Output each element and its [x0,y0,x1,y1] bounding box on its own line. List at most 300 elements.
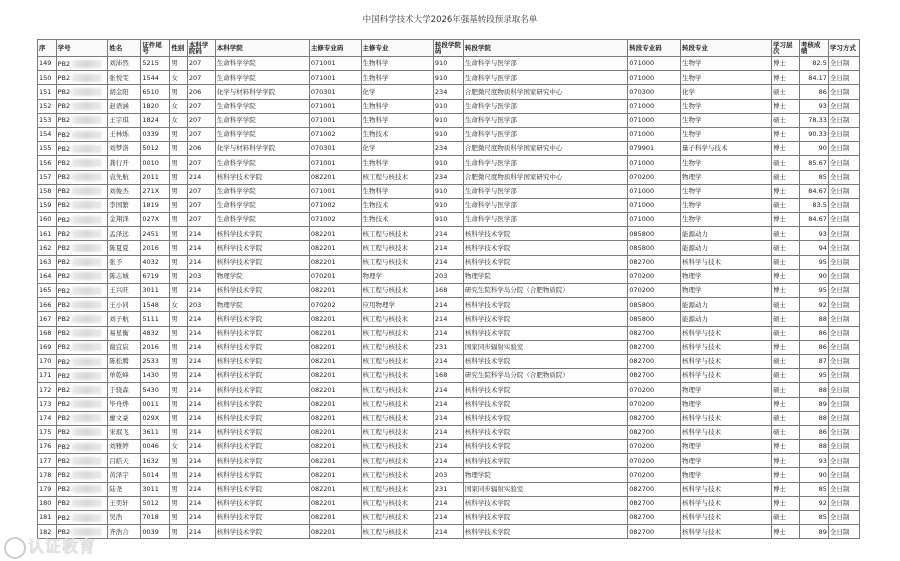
table-cell: 物理学 [681,397,772,411]
redacted-region [72,329,102,337]
student-id-prefix: PB2 [57,144,71,153]
table-cell: 李国繁 [108,198,141,212]
table-cell: 男 [170,397,188,411]
student-id-prefix: PB2 [57,314,71,323]
table-cell: 男 [170,496,188,510]
watermark [4,534,96,559]
table-cell [56,170,108,184]
redacted-region [72,272,102,280]
table-cell: 071001 [309,57,361,71]
table-cell: 214 [433,425,463,439]
table-cell [56,511,108,525]
table-cell: 男 [170,184,188,198]
table-cell: 核科学技术学院 [215,482,309,496]
table-cell: 核工程与核技术 [361,482,433,496]
table-cell: 生物学 [681,213,772,227]
table-cell: 生命科学学院 [215,184,309,198]
table-cell: 核科学技术学院 [215,425,309,439]
table-cell: 男 [170,354,188,368]
table-cell: 女 [170,99,188,113]
table-cell: 物理学 [681,440,772,454]
table-cell: 158 [38,184,57,198]
table-cell: 生命科学学院 [215,57,309,71]
table-cell: 男 [170,454,188,468]
table-cell: 核工程与核技术 [361,241,433,255]
table-cell: 082201 [309,454,361,468]
table-cell: 全日制 [828,57,859,71]
table-cell: 071002 [309,198,361,212]
redacted-region [72,230,102,238]
table-row [38,198,860,212]
table-cell [56,482,108,496]
student-id-prefix: PB2 [57,201,71,210]
table-cell: 89 [799,397,828,411]
table-cell [56,369,108,383]
table-cell: 核科学技术学院 [463,454,627,468]
table-row [38,255,860,269]
table-cell: 214 [187,354,215,368]
column-header: 证件尾号 [141,40,170,57]
table-cell: 全日制 [828,156,859,170]
table-cell: 谢宜宸 [108,340,141,354]
table-cell: 能源动力 [681,241,772,255]
table-cell: 硕士 [772,113,800,127]
table-cell [56,198,108,212]
student-id-prefix: PB2 [57,357,71,366]
redacted-region [72,102,102,110]
table-cell: 070200 [628,170,681,184]
column-header: 转段专业码 [628,40,681,57]
table-cell: 男 [170,312,188,326]
table-cell: 071001 [309,113,361,127]
table-cell: 029X [141,411,170,425]
table-cell: 207 [187,57,215,71]
table-cell: 86 [799,425,828,439]
table-cell: 171 [38,369,57,383]
table-cell: 核科学与技术 [681,525,772,539]
student-id-prefix: PB2 [57,414,71,423]
table-row [38,113,860,127]
table-cell [56,284,108,298]
table-cell: 龚行开 [108,156,141,170]
table-cell: 152 [38,99,57,113]
table-cell: 93 [799,99,828,113]
page-title: 中国科学技术大学2026年强基转段预录取名单 [362,15,538,25]
table-cell: 93 [799,454,828,468]
table-cell: 核科学技术学院 [215,496,309,510]
table-cell: 生物学 [681,57,772,71]
redacted-region [72,485,102,493]
table-cell: 214 [187,411,215,425]
table-cell: 2016 [141,340,170,354]
table-cell: 全日制 [828,71,859,85]
table-cell: 物理学 [681,468,772,482]
redacted-region [72,244,102,252]
table-cell: 207 [187,127,215,141]
table-cell: 0011 [141,397,170,411]
table-cell: 214 [433,411,463,425]
table-cell: 全日制 [828,213,859,227]
table-cell: 全日制 [828,525,859,539]
table-cell: 071000 [628,184,681,198]
table-cell [56,383,108,397]
table-cell: 88 [799,440,828,454]
table-cell: 203 [433,468,463,482]
table-cell: 0039 [141,525,170,539]
table-cell: 85.67 [799,156,828,170]
table-cell: 207 [187,213,215,227]
table-cell: 082201 [309,468,361,482]
redacted-region [72,173,102,181]
table-cell: 910 [433,57,463,71]
table-cell: 173 [38,397,57,411]
table-row [38,127,860,141]
column-header: 转段专业 [681,40,772,57]
redacted-region [72,116,102,124]
student-id-prefix: PB2 [57,130,71,139]
table-cell [56,269,108,283]
table-cell: 214 [187,397,215,411]
table-cell: 207 [187,99,215,113]
student-id-prefix: PB2 [57,300,71,309]
table-cell: 核科学技术学院 [215,397,309,411]
student-id-prefix: PB2 [57,485,71,494]
table-cell: 94 [799,241,828,255]
student-id-prefix: PB2 [57,59,71,68]
table-cell: 男 [170,525,188,539]
table-cell: 能源动力 [681,227,772,241]
table-cell: 206 [187,85,215,99]
table-cell: 4032 [141,255,170,269]
table-cell: 234 [433,170,463,184]
table-cell: 214 [433,454,463,468]
student-id-prefix: PB2 [57,272,71,281]
table-cell: 070200 [628,269,681,283]
table-cell: 071000 [628,57,681,71]
table-cell: 男 [170,511,188,525]
table-cell: 女 [170,440,188,454]
table-cell: 231 [433,340,463,354]
table-cell: 全日制 [828,369,859,383]
table-cell: 全日制 [828,113,859,127]
column-header: 学习层次 [772,40,800,57]
table-cell: 071000 [628,71,681,85]
table-cell: 071000 [628,127,681,141]
table-cell: 研究生院科学岛分院（合肥物质院） [463,284,627,298]
table-cell: 博士 [772,440,800,454]
table-cell: 全日制 [828,85,859,99]
table-cell: 陈志城 [108,269,141,283]
table-cell: 082201 [309,326,361,340]
table-cell: 071000 [628,198,681,212]
table-cell: 168 [38,326,57,340]
table-cell: 核科学技术学院 [463,227,627,241]
admission-table [37,39,860,539]
table-cell: 硕士 [772,85,800,99]
table-cell: 153 [38,113,57,127]
table-cell: 206 [187,142,215,156]
table-row [38,383,860,397]
table-cell [56,85,108,99]
table-row [38,440,860,454]
table-cell: 核科学技术学院 [215,312,309,326]
table-cell: 85 [799,170,828,184]
table-cell: 87 [799,354,828,368]
table-cell: 2451 [141,227,170,241]
table-cell: 1430 [141,369,170,383]
table-cell: 95 [799,255,828,269]
table-cell: 全日制 [828,127,859,141]
table-cell: 910 [433,99,463,113]
table-cell: 214 [187,241,215,255]
table-cell: 1548 [141,298,170,312]
student-id-prefix: PB2 [57,527,71,536]
table-cell: 国家同步辐射实验室 [463,482,627,496]
table-cell: 核科学与技术 [681,326,772,340]
table-cell [56,142,108,156]
table-cell: 博士 [772,57,800,71]
table-cell: 男 [170,127,188,141]
table-row [38,99,860,113]
table-cell: 150 [38,71,57,85]
table-cell: 硕士 [772,298,800,312]
column-header: 本科学院码 [187,40,215,57]
table-cell: 核科学技术学院 [463,241,627,255]
table-cell: 王小同 [108,298,141,312]
table-cell: 核科学技术学院 [215,383,309,397]
table-cell: 博士 [772,397,800,411]
table-cell: 生物科学 [361,99,433,113]
table-cell: 082700 [628,354,681,368]
redacted-region [72,343,102,351]
table-cell: 核科学技术学院 [463,383,627,397]
table-cell: 核科学技术学院 [463,354,627,368]
table-cell: 陈松腾 [108,354,141,368]
student-id-prefix: PB2 [57,343,71,352]
redacted-region [72,372,102,380]
student-id-prefix: PB2 [57,116,71,125]
table-cell: 男 [170,142,188,156]
table-cell: 男 [170,241,188,255]
table-cell: 化学与材料科学学院 [215,142,309,156]
table-cell: 5111 [141,312,170,326]
table-cell: 核科学技术学院 [463,411,627,425]
table-row [38,298,860,312]
table-cell: 182 [38,525,57,539]
table-cell: 84.67 [799,213,828,227]
table-cell: 生物技术 [361,127,433,141]
table-cell: 博士 [772,71,800,85]
table-cell: 149 [38,57,57,71]
table-cell: 物理学院 [215,298,309,312]
table-cell: 0046 [141,440,170,454]
table-cell: 070300 [628,85,681,99]
redacted-region [72,414,102,422]
table-cell: 生命科学与医学部 [463,127,627,141]
table-cell: 082201 [309,354,361,368]
table-cell: 95 [799,369,828,383]
table-cell: 207 [187,198,215,212]
table-cell: 全日制 [828,227,859,241]
table-cell: 082700 [628,525,681,539]
table-cell: 男 [170,284,188,298]
table-cell: 170 [38,354,57,368]
table-cell: 6510 [141,85,170,99]
student-id-prefix: PB2 [57,244,71,253]
table-cell [56,425,108,439]
table-cell: 085800 [628,312,681,326]
table-cell: 博士 [772,284,800,298]
table-cell: 全日制 [828,383,859,397]
redacted-region [72,428,102,436]
table-cell: 生物学 [681,127,772,141]
table-cell: 硕士 [772,511,800,525]
table-cell: 博士 [772,269,800,283]
student-id-prefix: PB2 [57,173,71,182]
table-cell: 全日制 [828,482,859,496]
table-cell: 男 [170,482,188,496]
table-cell: 166 [38,298,57,312]
table-cell [56,99,108,113]
table-cell: 2533 [141,354,170,368]
table-row [38,170,860,184]
table-cell: 硕士 [772,156,800,170]
table-cell: 女 [170,298,188,312]
table-cell: 207 [187,71,215,85]
column-header: 主修专业码 [309,40,361,57]
table-cell: 生命科学学院 [215,127,309,141]
table-cell: 214 [187,482,215,496]
table-cell: 082201 [309,482,361,496]
table-cell: 王宇琪 [108,113,141,127]
table-cell: 1820 [141,99,170,113]
student-id-prefix: PB2 [57,87,71,96]
student-id-prefix: PB2 [57,428,71,437]
table-cell: 168 [433,284,463,298]
table-cell: 082201 [309,312,361,326]
table-cell: 181 [38,511,57,525]
table-cell: 核工程与核技术 [361,411,433,425]
table-cell: 量子科学与技术 [681,142,772,156]
student-id-prefix: PB2 [57,329,71,338]
table-cell: 082201 [309,255,361,269]
table-cell: 核工程与核技术 [361,496,433,510]
table-cell: 082201 [309,511,361,525]
table-cell: 168 [433,369,463,383]
table-cell: 单乾峰 [108,369,141,383]
table-cell: 张予 [108,255,141,269]
table-cell [56,326,108,340]
table-cell: 214 [433,326,463,340]
table-cell: 博士 [772,184,800,198]
table-cell: 齐浩合 [108,525,141,539]
table-cell: 刘梦洛 [108,142,141,156]
table-cell: 214 [433,298,463,312]
table-cell: 核科学技术学院 [215,255,309,269]
table-cell: 生命科学与医学部 [463,113,627,127]
table-cell: 物理学院 [215,269,309,283]
redacted-region [72,400,102,408]
table-cell: 071000 [628,113,681,127]
table-row [38,354,860,368]
table-row [38,454,860,468]
table-cell: 3011 [141,284,170,298]
table-row [38,57,860,71]
table-cell: 硕士 [772,255,800,269]
table-cell: 核科学技术学院 [215,326,309,340]
table-cell: 核工程与核技术 [361,354,433,368]
table-cell: 082201 [309,284,361,298]
table-cell: 082700 [628,411,681,425]
table-cell: 175 [38,425,57,439]
header-row [38,40,860,57]
table-cell: 核工程与核技术 [361,468,433,482]
column-header: 学号 [56,40,108,57]
table-row [38,397,860,411]
table-row [38,213,860,227]
table-cell: 180 [38,496,57,510]
table-cell: 核工程与核技术 [361,170,433,184]
table-cell [56,227,108,241]
table-cell: 女 [170,113,188,127]
table-cell: 910 [433,184,463,198]
table-cell: 核科学技术学院 [463,397,627,411]
table-cell: 910 [433,71,463,85]
table-cell [56,184,108,198]
table-cell: 黄泽宇 [108,468,141,482]
student-id-prefix: PB2 [57,73,71,82]
table-cell: 164 [38,269,57,283]
table-cell: 核科学技术学院 [215,440,309,454]
redacted-region [72,287,102,295]
table-row [38,71,860,85]
table-cell: 核科学技术学院 [463,425,627,439]
table-cell: 214 [187,454,215,468]
table-cell: 全日制 [828,468,859,482]
table-cell: 88 [799,312,828,326]
table-cell: 全日制 [828,284,859,298]
table-cell: 生物科学 [361,57,433,71]
redacted-region [72,386,102,394]
table-cell: 207 [187,113,215,127]
student-id-prefix: PB2 [57,158,71,167]
table-cell: 核工程与核技术 [361,383,433,397]
table-cell: 男 [170,425,188,439]
table-cell: 082700 [628,425,681,439]
table-cell: 核科学与技术 [681,369,772,383]
table-cell: 082201 [309,241,361,255]
table-cell: 核科学技术学院 [463,312,627,326]
student-id-prefix: PB2 [57,513,71,522]
table-cell: 全日制 [828,184,859,198]
table-cell: 93 [799,227,828,241]
table-cell: 硕士 [772,411,800,425]
table-cell: 88 [799,411,828,425]
table-cell: 082700 [628,369,681,383]
table-cell: 男 [170,369,188,383]
table-cell: 核科学技术学院 [463,525,627,539]
column-header: 转段学院 [463,40,627,57]
redacted-region [72,187,102,195]
table-cell: 刘俊杰 [108,184,141,198]
table-cell: 廖文豪 [108,411,141,425]
table-cell: 能源动力 [681,298,772,312]
student-id-prefix: PB2 [57,499,71,508]
table-cell: 214 [433,525,463,539]
table-cell [56,213,108,227]
table-cell: 84.17 [799,71,828,85]
table-cell: 070200 [628,284,681,298]
